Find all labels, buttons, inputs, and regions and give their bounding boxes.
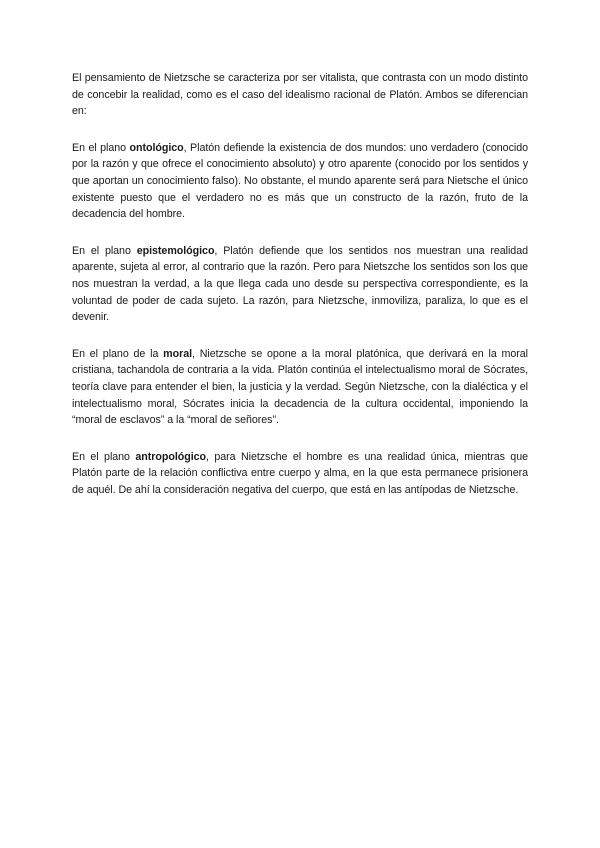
bold-term: moral — [163, 347, 193, 360]
paragraph-text: En el plano — [72, 141, 130, 154]
paragraph-ontological — [72, 140, 528, 223]
document-page — [72, 70, 528, 518]
paragraph-text: , Platón defiende la existencia de dos mundos: uno verdadero (conocido por la razón y que ofrece el conocimiento absoluto) y otro aparente (conocido por los sentidos y que aportan un conocimiento falso). No obstante, el mundo aparente será para Nietsche el único existente puesto que el verdadero no es más que un constructo de la razón, fruto de la decadencia del hombre. — [72, 141, 528, 221]
paragraph-moral — [72, 346, 528, 429]
bold-term: ontológico — [129, 141, 184, 154]
paragraph-text: En el plano — [72, 450, 136, 463]
paragraph-text: El pensamiento de Nietzsche se caracteriza por ser vitalista, que contrasta con un modo distinto de concebir la realidad, como es el caso del idealismo racional de Platón. Ambos se diferencian en: — [72, 72, 528, 118]
paragraph-text: En el plano de la — [72, 347, 164, 360]
bold-term: antropológico — [135, 450, 206, 463]
paragraph-text: , para Nietzsche el hombre es una realidad única, mientras que Platón parte de la relación conflictiva entre cuerpo y alma, en la que esta permanece prisionera de aquél. De ahí la consideración negativa del cuerpo, que está en las antípodas de Nietzsche. — [72, 450, 528, 496]
paragraph-anthropological — [72, 449, 528, 499]
paragraph-intro — [72, 70, 528, 120]
bold-term: epistemológico — [136, 244, 215, 257]
paragraph-text: , Platón defiende que los sentidos nos muestran una realidad aparente, sujeta al error, al contrario que la razón. Pero para Nietszche los sentidos son los que nos muestran la verdad, a la que llega cada uno desde su perspectiva correspondiente, es la voluntad de poder de cada sujeto. La razón, para Nietzsche, inmoviliza, paraliza, lo que es el devenir. — [72, 244, 528, 324]
paragraph-text: En el plano — [72, 244, 137, 257]
paragraph-epistemological — [72, 243, 528, 326]
paragraph-text: , Nietzsche se opone a la moral platónica, que derivará en la moral cristiana, tachandola de contraria a la vida. Platón continúa el intelectualismo moral de Sócrates, teoría clave para entender el bien, la justicia y la verdad. Según Nietzsche, con la dialéctica y el intelectualismo moral, Sócrates inicia la decadencia de la cultura occidental, imponiendo la “moral de esclavos” a la “moral de señores”. — [72, 347, 528, 427]
